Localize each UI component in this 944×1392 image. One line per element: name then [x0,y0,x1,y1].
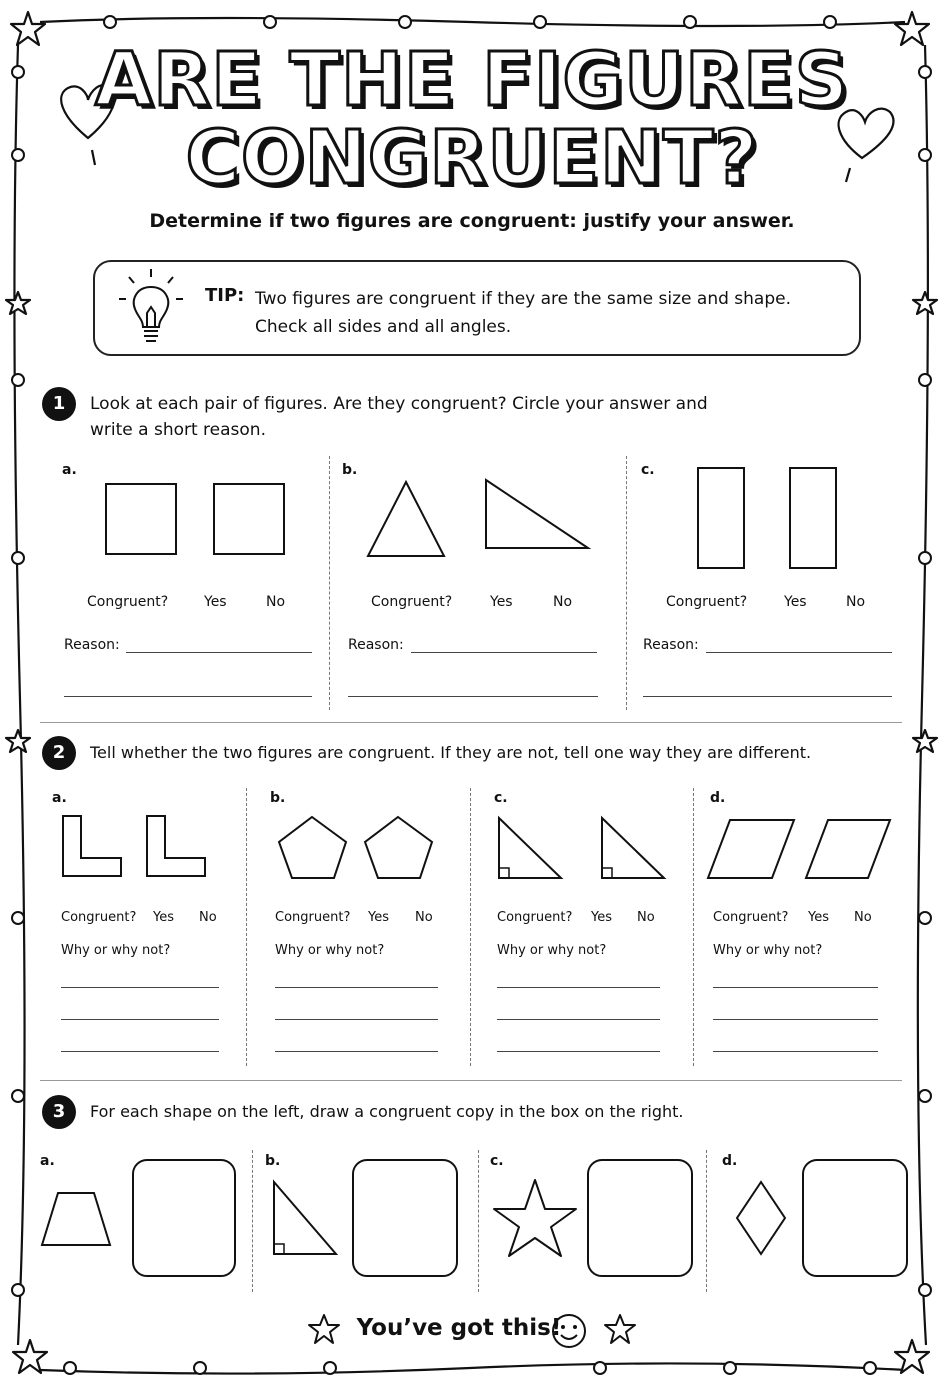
congruent-prompt: Congruent? [275,910,351,925]
parallelogram-shape [708,820,794,878]
star-icon [913,730,937,752]
drawing-box[interactable] [351,1158,459,1278]
rectangle-shape [698,468,744,568]
no-option[interactable]: No [266,594,286,610]
footer-message [0,1315,944,1341]
answer-line[interactable] [61,987,219,988]
answer-line[interactable] [497,987,660,988]
star-icon [6,292,30,314]
congruent-prompt: Congruent? [371,594,453,610]
pentagon-shape [365,817,432,878]
rectangle-shape [790,468,836,568]
section-2-instruction: Tell whether the two figures are congruent. If they are not, tell one way they are different. [90,743,812,762]
column-divider [626,456,627,710]
footer-text: You’ve got this! [356,1315,562,1341]
title-line-2: CONGRUENT? [185,115,759,201]
item-letter: b. [265,1153,281,1169]
why-prompt: Why or why not? [275,943,385,958]
trapezoid-shape [38,1185,118,1251]
figure-pair-pentagons [272,810,440,885]
parallelogram-shape [806,820,890,878]
why-prompt: Why or why not? [713,943,823,958]
column-divider [693,788,694,1066]
column-divider [478,1150,479,1292]
answer-line[interactable] [275,987,438,988]
answer-line[interactable] [497,1019,660,1020]
section-separator [40,1080,902,1081]
tip-line-2: Check all sides and all angles. [255,317,512,337]
item-letter: a. [52,790,67,806]
answer-line[interactable] [497,1051,660,1052]
reason-answer-line[interactable] [348,696,598,697]
congruent-prompt: Congruent? [61,910,137,925]
subtitle: Determine if two figures are congruent: justify your answer. [149,210,795,232]
item-letter: d. [722,1153,738,1169]
star-shape [490,1176,580,1260]
congruent-prompt: Congruent? [666,594,748,610]
figure-pair-squares [100,478,295,562]
title-line-1: ARE THE FIGURES [94,37,850,123]
section-1-number: 1 [42,387,76,421]
why-prompt: Why or why not? [497,943,607,958]
rhombus-shape [733,1178,789,1260]
smiley-icon [550,1312,588,1350]
l-shape [147,816,205,876]
item-letter: a. [40,1153,55,1169]
figure-pair-right-triangles [494,810,670,885]
reason-answer-line[interactable] [706,652,892,653]
lightbulb-icon [115,265,187,350]
right-triangle-shape [268,1178,344,1260]
column-divider [470,788,471,1066]
item-letter: c. [490,1153,504,1169]
reason-label: Reason: [64,637,120,653]
yes-option[interactable]: Yes [368,910,389,925]
answer-line[interactable] [61,1051,219,1052]
figure-pair-rectangles [690,462,845,574]
figure-pair-triangles [360,472,595,564]
yes-option[interactable]: Yes [490,594,513,610]
section-1-instruction-line-1: Look at each pair of figures. Are they congruent? Circle your answer and [90,394,708,414]
star-icon [602,1312,638,1348]
item-letter: d. [710,790,726,806]
tip-line-1: Two figures are congruent if they are the same size and shape. [255,289,791,309]
item-letter: c. [641,462,655,478]
equilateral-triangle-shape [368,482,444,556]
pentagon-shape [279,817,346,878]
answer-line[interactable] [275,1019,438,1020]
yes-option[interactable]: Yes [591,910,612,925]
congruent-prompt: Congruent? [87,594,169,610]
yes-option[interactable]: Yes [204,594,227,610]
section-1-instruction-line-2: write a short reason. [90,420,266,440]
star-icon [895,1340,929,1373]
column-divider [706,1150,707,1292]
reason-answer-line[interactable] [64,696,312,697]
item-letter: b. [270,790,286,806]
no-option[interactable]: No [637,910,655,925]
section-3-instruction: For each shape on the left, draw a congruent copy in the box on the right. [90,1102,684,1121]
yes-option[interactable]: Yes [153,910,174,925]
tip-label: TIP: [205,285,245,306]
answer-line[interactable] [713,987,878,988]
item-letter: c. [494,790,508,806]
star-icon [913,292,937,314]
column-divider [329,456,330,710]
answer-line[interactable] [713,1019,878,1020]
reason-answer-line[interactable] [411,652,597,653]
reason-answer-line[interactable] [643,696,892,697]
item-letter: b. [342,462,358,478]
answer-line[interactable] [275,1051,438,1052]
reason-label: Reason: [348,637,404,653]
drawing-box[interactable] [586,1158,694,1278]
figure-pair-l-shapes [55,810,215,885]
no-option[interactable]: No [854,910,872,925]
congruent-prompt: Congruent? [497,910,573,925]
yes-option[interactable]: Yes [784,594,807,610]
answer-line[interactable] [61,1019,219,1020]
figure-pair-parallelograms [704,812,896,884]
section-2-number: 2 [42,736,76,770]
yes-option[interactable]: Yes [808,910,829,925]
column-divider [252,1150,253,1292]
section-1-instruction [90,391,708,443]
no-option[interactable]: No [553,594,573,610]
section-3-number: 3 [42,1095,76,1129]
no-option[interactable]: No [415,910,433,925]
no-option[interactable]: No [846,594,866,610]
drawing-box[interactable] [801,1158,909,1278]
l-shape [63,816,121,876]
square-shape [106,484,176,554]
reason-answer-line[interactable] [126,652,312,653]
section-separator [40,722,902,723]
square-shape [214,484,284,554]
reason-label: Reason: [643,637,699,653]
column-divider [246,788,247,1066]
star-icon [6,730,30,752]
drawing-box[interactable] [131,1158,237,1278]
right-triangle-shape [486,480,588,548]
congruent-prompt: Congruent? [713,910,789,925]
tip-text [255,285,855,341]
answer-line[interactable] [713,1051,878,1052]
item-letter: a. [62,462,77,478]
why-prompt: Why or why not? [61,943,171,958]
no-option[interactable]: No [199,910,217,925]
